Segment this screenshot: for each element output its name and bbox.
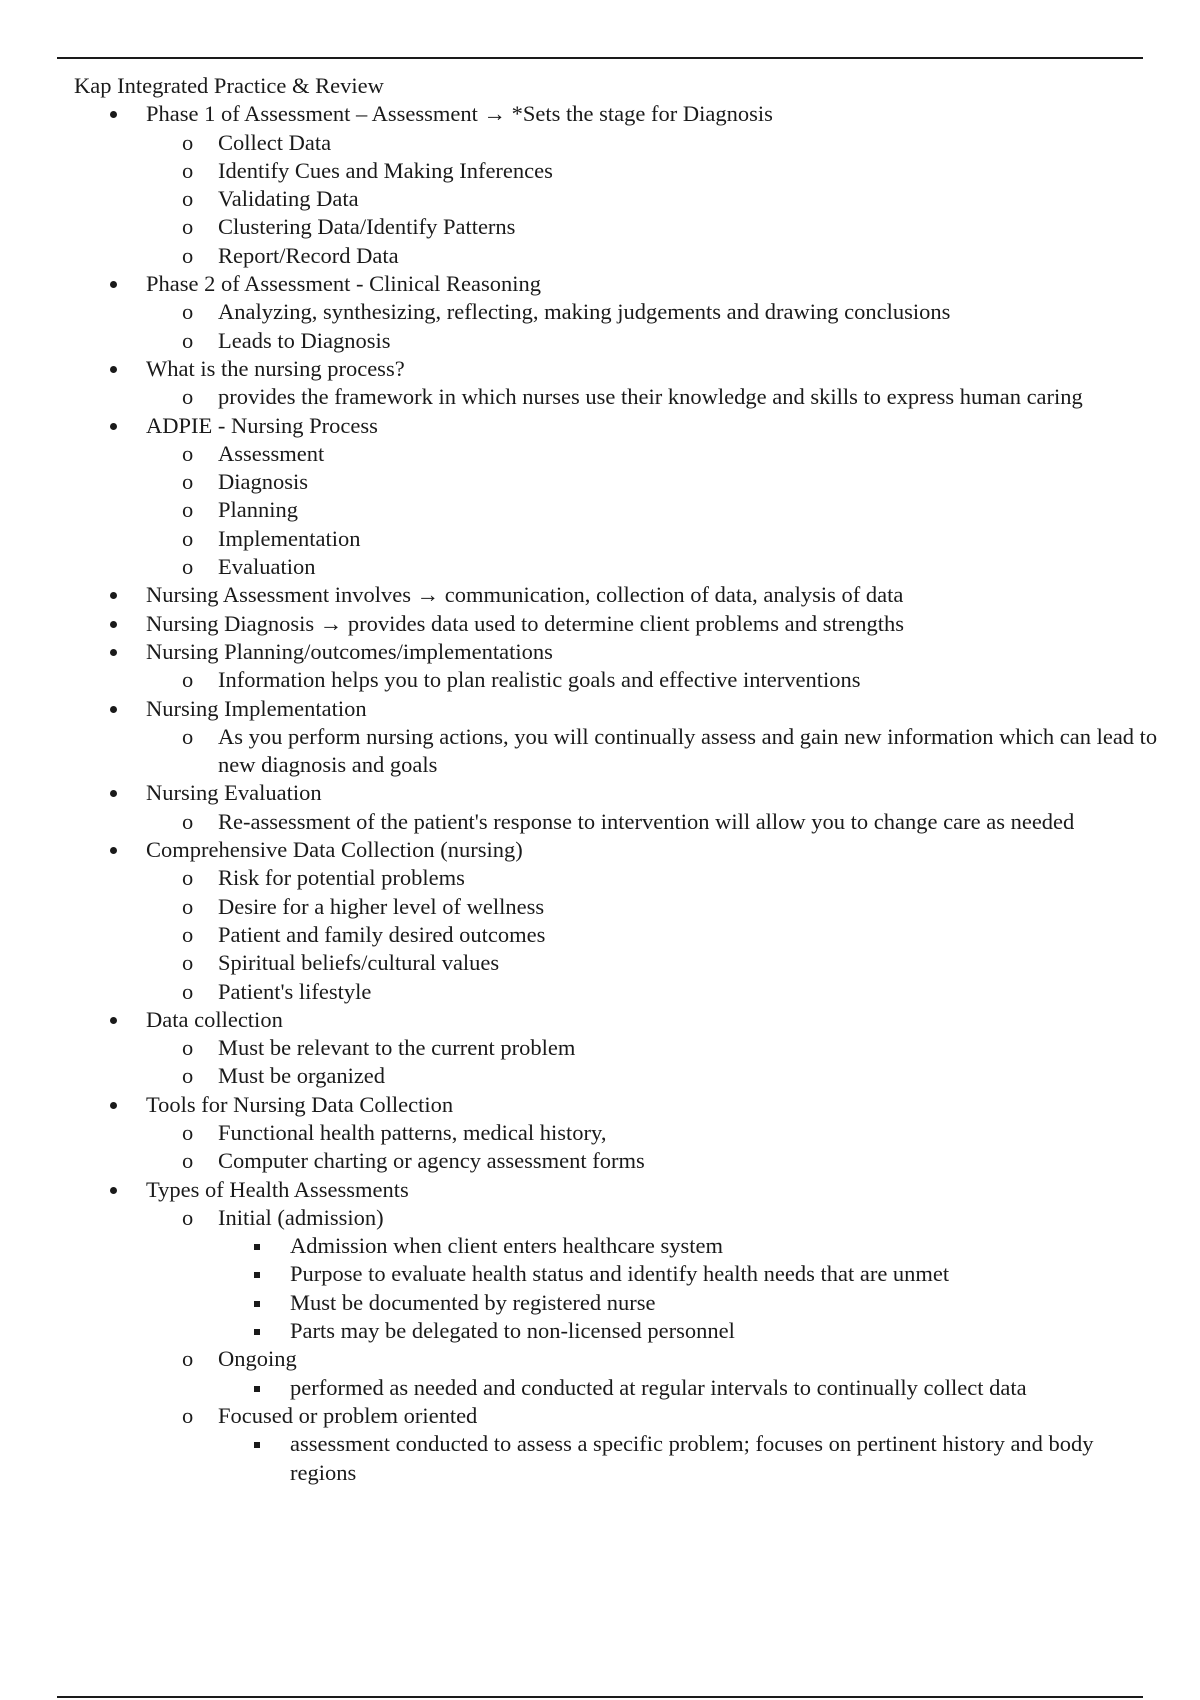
bullet-circle-icon: o [182,723,194,749]
outline-item-text: Types of Health Assessments [146,1176,409,1202]
sub-item-text: Patient and family desired outcomes [218,921,546,947]
sub-item [146,1345,1164,1402]
sub-item-text: Re-assessment of the patient's response to intervention will allow you to change care as needed [218,808,1075,834]
outline-item-text: Nursing Implementation [146,695,367,721]
sub-sub-list [218,1430,1164,1487]
sub-item-text: Analyzing, synthesizing, reflecting, making judgements and drawing conclusions [218,299,951,325]
bullet-disc-icon [110,592,117,599]
outline-item [74,1091,1164,1176]
bullet-disc-icon [110,1187,117,1194]
bullet-circle-icon: o [182,808,194,834]
sub-sub-list [218,1232,1164,1345]
bullet-circle-icon: o [182,1204,194,1230]
bullet-circle-icon: o [182,1119,194,1145]
bullet-disc-icon [110,281,117,288]
outline-item [74,581,1164,609]
sub-item-text: Must be organized [218,1063,386,1089]
bullet-circle-icon: o [182,921,194,947]
outline-item-text: Phase 2 of Assessment - Clinical Reasoning [146,271,541,297]
sub-item [146,1119,1164,1147]
sub-item [146,185,1164,213]
sub-sub-item [218,1430,1164,1487]
sub-list [146,723,1164,780]
sub-item [146,129,1164,157]
sub-item [146,893,1164,921]
sub-item-text: Computer charting or agency assessment forms [218,1148,645,1174]
sub-sub-item [218,1289,1164,1317]
outline-item-text: Phase 1 of Assessment – Assessment → *Sets the stage for Diagnosis [146,101,773,127]
sub-item [146,1034,1164,1062]
bullet-circle-icon: o [182,865,194,891]
sub-item-text: Functional health patterns, medical history, [218,1119,607,1145]
sub-item-text: Collect Data [218,129,332,155]
bullet-circle-icon: o [182,1148,194,1174]
sub-item [146,525,1164,553]
outline-item-text: Nursing Evaluation [146,780,322,806]
bullet-circle-icon: o [182,440,194,466]
bullet-disc-icon [110,111,117,118]
outline-item [74,1006,1164,1091]
outline-item-text: Nursing Diagnosis → provides data used to determine client problems and strengths [146,610,904,636]
outline-item-text: ADPIE - Nursing Process [146,412,378,438]
sub-item [146,468,1164,496]
sub-sub-item [218,1260,1164,1288]
bullet-disc-icon [110,621,117,628]
sub-item-text: Implementation [218,525,361,551]
sub-list [146,1034,1164,1091]
bullet-circle-icon: o [182,1035,194,1061]
outline-item-text: Nursing Planning/outcomes/implementations [146,638,553,664]
sub-item-text: Diagnosis [218,469,308,495]
sub-list [146,808,1164,836]
sub-list [146,129,1164,270]
outline-item [74,355,1164,412]
bullet-disc-icon [110,1102,117,1109]
bullet-circle-icon: o [182,129,194,155]
sub-item-text: Clustering Data/Identify Patterns [218,214,516,240]
bullet-square-icon [254,1442,260,1448]
outline-item [74,779,1164,836]
bullet-disc-icon [110,649,117,656]
outline-item [74,638,1164,695]
sub-item [146,440,1164,468]
bullet-disc-icon [110,366,117,373]
sub-item [146,157,1164,185]
bullet-circle-icon: o [182,186,194,212]
outline-item [74,270,1164,355]
sub-item-text: Patient's lifestyle [218,978,372,1004]
sub-item [146,1147,1164,1175]
sub-item [146,1204,1164,1345]
sub-sub-item-text: assessment conducted to assess a specific problem; focuses on pertinent history and body regions [290,1431,1094,1485]
outline-item [74,610,1164,638]
bullet-circle-icon: o [182,469,194,495]
bullet-circle-icon: o [182,242,194,268]
sub-item-text: Leads to Diagnosis [218,327,391,353]
bullet-circle-icon: o [182,497,194,523]
sub-item [146,921,1164,949]
bullet-square-icon [254,1272,260,1278]
bullet-circle-icon: o [182,978,194,1004]
outline-item-text: Comprehensive Data Collection (nursing) [146,837,523,863]
sub-item [146,723,1164,780]
bullet-disc-icon [110,423,117,430]
sub-item-text: Report/Record Data [218,242,399,268]
bullet-disc-icon [110,847,117,854]
outline-item-text: Tools for Nursing Data Collection [146,1091,454,1117]
sub-item-text: Desire for a higher level of wellness [218,893,545,919]
sub-item [146,553,1164,581]
sub-item [146,213,1164,241]
sub-list [146,1119,1164,1176]
bullet-circle-icon: o [182,525,194,551]
bullet-circle-icon: o [182,893,194,919]
bullet-circle-icon: o [182,1402,194,1428]
bullet-square-icon [254,1329,260,1335]
sub-list [146,298,1164,355]
sub-item [146,666,1164,694]
sub-list [146,864,1164,1005]
sub-list [146,383,1164,411]
document-title: Kap Integrated Practice & Review [74,73,384,98]
sub-item-text: Information helps you to plan realistic goals and effective interventions [218,667,861,693]
sub-sub-item-text: Purpose to evaluate health status and identify health needs that are unmet [290,1261,950,1287]
bullet-circle-icon: o [182,384,194,410]
sub-item [146,978,1164,1006]
sub-item [146,496,1164,524]
outline-item [74,836,1164,1006]
bullet-circle-icon: o [182,214,194,240]
bullet-circle-icon: o [182,1063,194,1089]
sub-sub-item [218,1232,1164,1260]
sub-item [146,383,1164,411]
sub-item-text: Must be relevant to the current problem [218,1035,576,1061]
sub-sub-item [218,1374,1164,1402]
bullet-circle-icon: o [182,157,194,183]
sub-item-text: Identify Cues and Making Inferences [218,157,553,183]
sub-list [146,1204,1164,1487]
sub-item [146,327,1164,355]
sub-item-text: Ongoing [218,1346,297,1372]
bullet-square-icon [254,1386,260,1392]
sub-item [146,1402,1164,1487]
bullet-square-icon [254,1244,260,1250]
bullet-circle-icon: o [182,1346,194,1372]
bullet-disc-icon [110,706,117,713]
sub-item-text: Evaluation [218,554,316,580]
sub-item [146,864,1164,892]
bullet-circle-icon: o [182,327,194,353]
outline-list [74,100,1164,1487]
sub-item-text: Initial (admission) [218,1204,384,1230]
sub-list [146,666,1164,694]
sub-item [146,949,1164,977]
sub-item [146,1062,1164,1090]
sub-item-text: provides the framework in which nurses use their knowledge and skills to express human caring [218,384,1083,410]
bullet-square-icon [254,1301,260,1307]
outline-item [74,1176,1164,1487]
sub-item-text: Validating Data [218,186,359,212]
footer-rule [57,1696,1143,1698]
outline-item-text: Data collection [146,1006,283,1032]
outline-item-text: What is the nursing process? [146,355,405,381]
outline-item [74,100,1164,270]
sub-item [146,242,1164,270]
sub-item-text: Spiritual beliefs/cultural values [218,950,500,976]
bullet-disc-icon [110,1017,117,1024]
sub-sub-item-text: Must be documented by registered nurse [290,1289,656,1315]
sub-item-text: Focused or problem oriented [218,1402,478,1428]
sub-sub-item-text: Admission when client enters healthcare system [290,1233,724,1259]
outline-item-text: Nursing Assessment involves → communication, collection of data, analysis of data [146,582,904,608]
sub-sub-item [218,1317,1164,1345]
sub-item-text: Planning [218,497,299,523]
sub-item-text: As you perform nursing actions, you will continually assess and gain new information which can lead to new diagnosis and goals [218,723,1158,778]
bullet-disc-icon [110,790,117,797]
sub-list [146,440,1164,581]
sub-sub-item-text: Parts may be delegated to non-licensed personnel [290,1318,735,1344]
sub-sub-list [218,1374,1164,1402]
sub-item-text: Assessment [218,440,325,466]
sub-item-text: Risk for potential problems [218,865,465,891]
outline-item [74,695,1164,780]
outline-item [74,412,1164,582]
sub-sub-item-text: performed as needed and conducted at regular intervals to continually collect data [290,1374,1027,1400]
sub-item [146,808,1164,836]
sub-item [146,298,1164,326]
bullet-circle-icon: o [182,554,194,580]
header-rule [57,57,1143,59]
bullet-circle-icon: o [182,299,194,325]
document-body [74,72,1164,1487]
bullet-circle-icon: o [182,667,194,693]
bullet-circle-icon: o [182,950,194,976]
